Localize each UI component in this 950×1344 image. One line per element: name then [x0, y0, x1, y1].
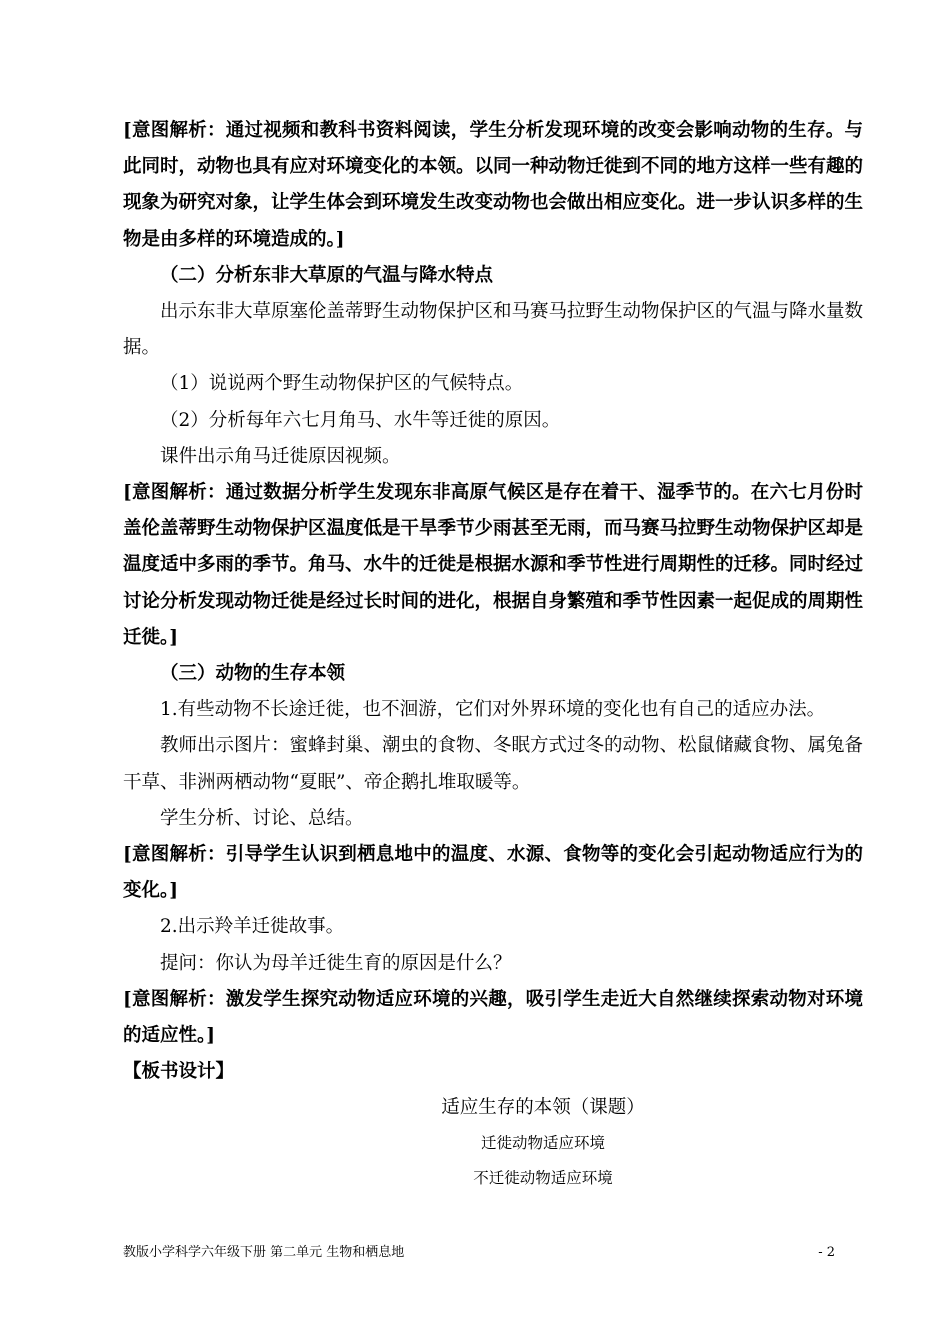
- footer-page-number: - 2: [818, 1245, 835, 1260]
- board-line-2: 不迁徙动物适应环境: [473, 1169, 613, 1188]
- section-2-question-1: （1）说说两个野生动物保护区的气候特点。: [160, 373, 524, 395]
- intent-analysis-4: [意图解析：激发学生探究动物适应环境的兴趣，吸引学生走近大自然继续探索动物对环境的适应性。]: [123, 988, 863, 1047]
- intent-analysis-2: [意图解析：通过数据分析学生发现东非高原气候区是存在着干、湿季节的。在六七月份时盖伦盖蒂野生动物保护区温度低是干旱季节少雨甚至无雨，而马赛马拉野生动物保护区却是温度适中多雨的季节。角马、水牛的迁徙是根据水源和季节性进行周期性的迁移。同时经过讨论分析发现动物迁徙是经过长时间的进化，根据自身繁殖和季节性因素一起促成的周期性迁徙。]: [123, 482, 864, 648]
- board-title: 适应生存的本领（课题）: [441, 1097, 645, 1119]
- section-2-paragraph-2: 课件出示角马迁徙原因视频。: [160, 445, 401, 467]
- board-design-heading: 【板书设计】: [123, 1061, 235, 1083]
- section-3-paragraph-5: 提问：你认为母羊迁徙生育的原因是什么？: [160, 952, 512, 974]
- section-3-paragraph-1: 1.有些动物不长途迁徙，也不洄游，它们对外界环境的变化也有自己的适应办法。: [160, 699, 826, 721]
- section-3-paragraph-2: 教师出示图片：蜜蜂封巢、潮虫的食物、冬眠方式过冬的动物、松鼠储藏食物、属兔备干草、非洲两栖动物“夏眠”、帝企鹅扎堆取暖等。: [123, 735, 864, 793]
- section-3-paragraph-4: 2.出示羚羊迁徙故事。: [160, 916, 345, 938]
- section-3-paragraph-3: 学生分析、讨论、总结。: [160, 807, 364, 829]
- document-body: [123, 113, 863, 1196]
- section-3-title: （三）动物的生存本领: [160, 663, 346, 685]
- board-line-1: 迁徙动物适应环境: [480, 1134, 605, 1153]
- footer-course-label: 教版小学科学六年级下册 第二单元 生物和栖息地: [123, 1245, 405, 1260]
- section-2-question-2: （2）分析每年六七月角马、水牛等迁徙的原因。: [160, 409, 561, 431]
- intent-analysis-1: [意图解析：通过视频和教科书资料阅读，学生分析发现环境的改变会影响动物的生存。与此同时，动物也具有应对环境变化的本领。以同一种动物迁徙到不同的地方这样一些有趣的现象为研究对象，让学生体会到环境发生改变动物也会做出相应变化。进一步认识多样的生物是由多样的环境造成的。]: [123, 120, 864, 250]
- intent-analysis-3: [意图解析：引导学生认识到栖息地中的温度、水源、食物等的变化会引起动物适应行为的变化。]: [123, 844, 863, 902]
- section-2-title: （二）分析东非大草原的气温与降水特点: [160, 264, 494, 286]
- section-2-paragraph-1: 出示东非大草原塞伦盖蒂野生动物保护区和马赛马拉野生动物保护区的气温与降水量数据。: [123, 301, 864, 359]
